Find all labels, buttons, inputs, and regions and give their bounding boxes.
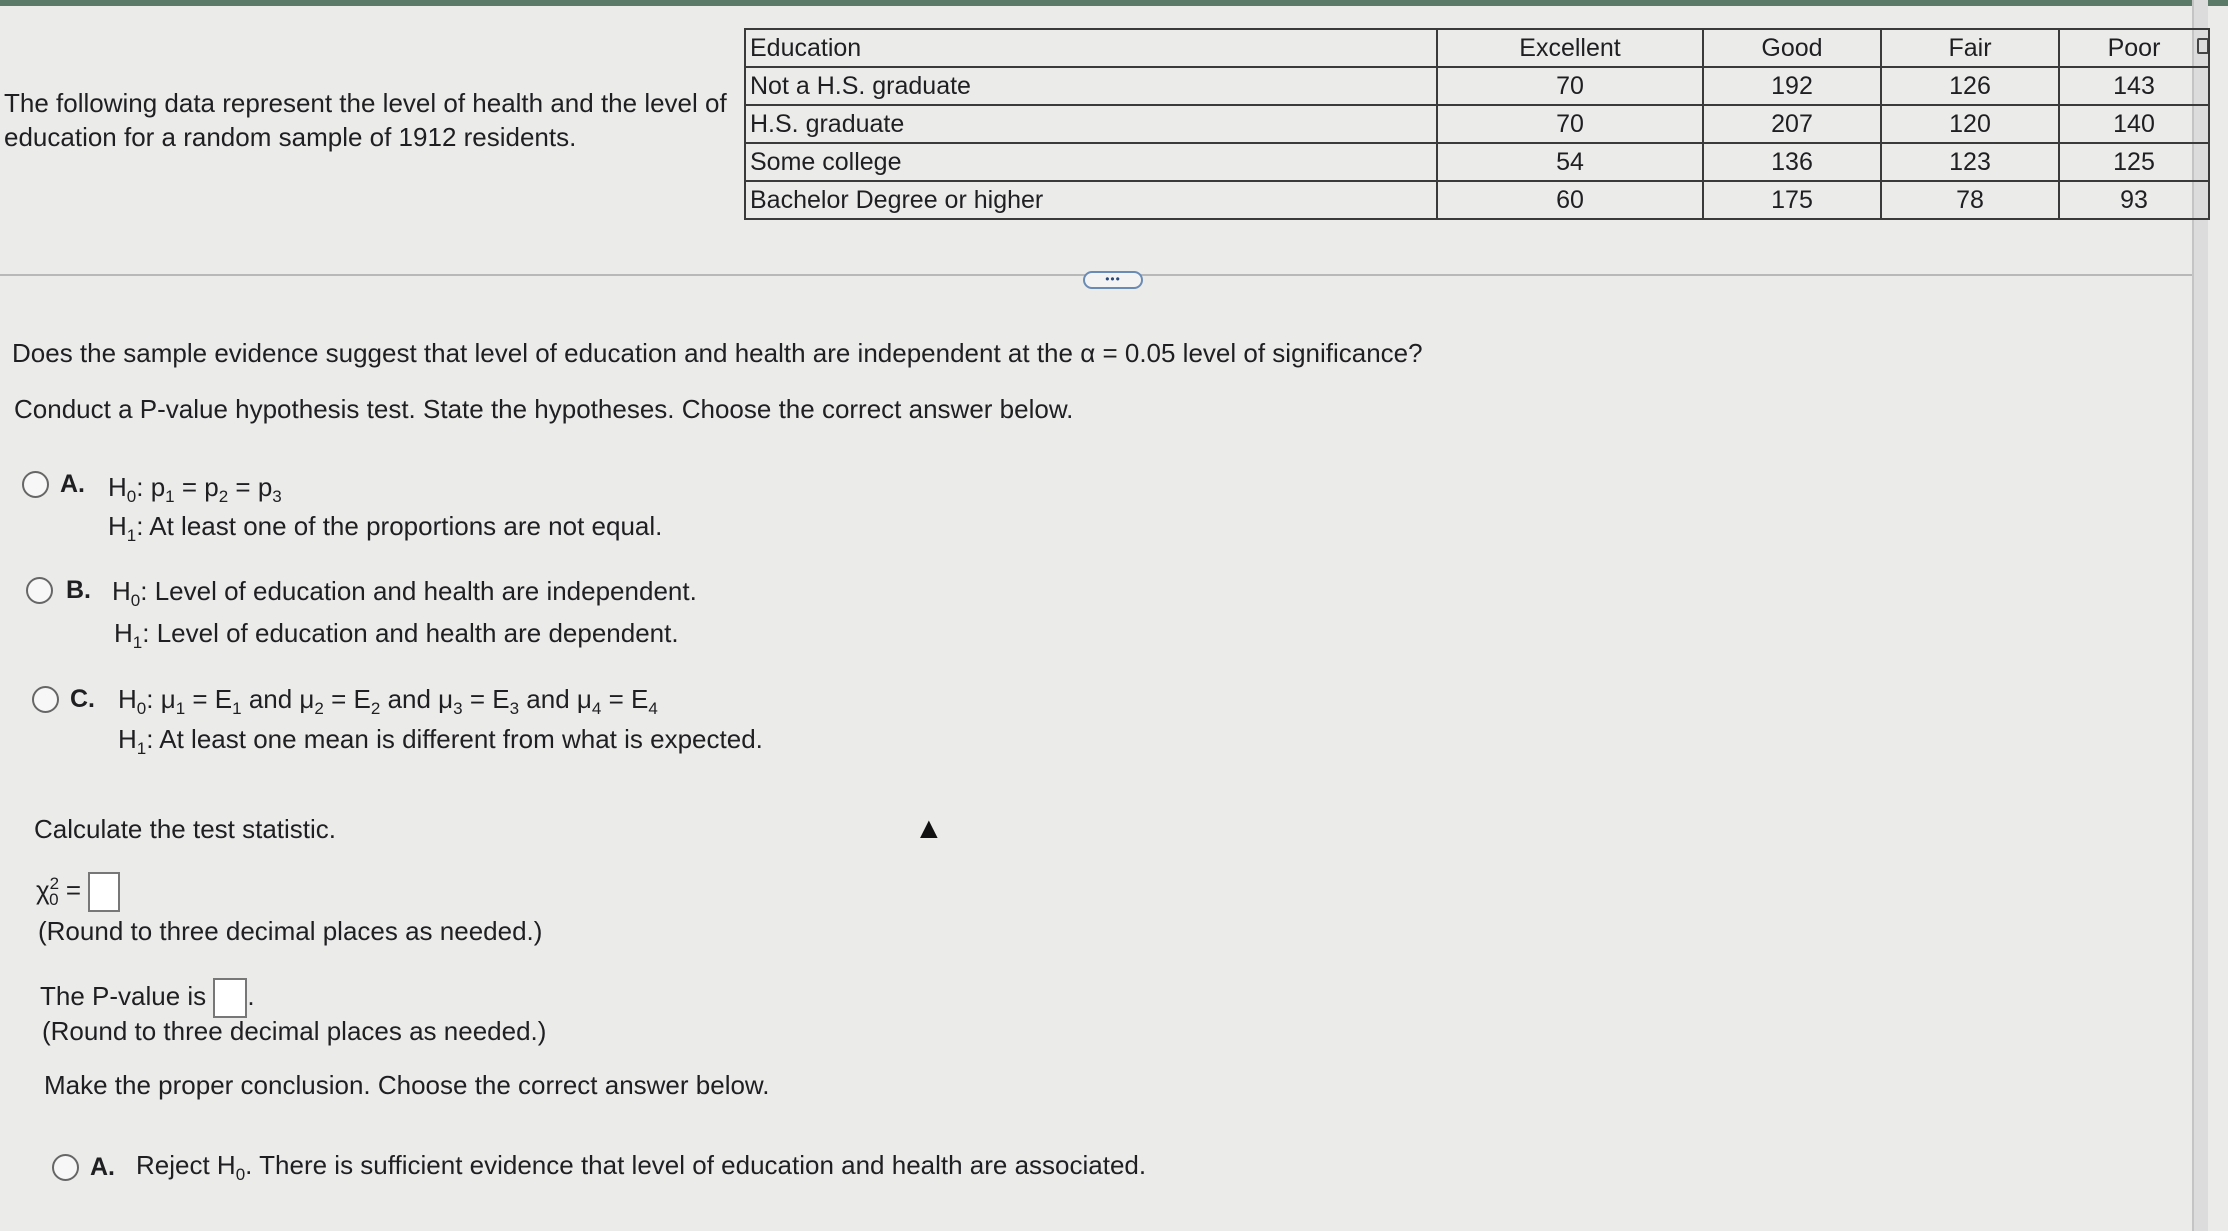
- intro-text: [4, 86, 744, 154]
- top-strip: [0, 0, 2228, 6]
- table-cell: 143: [2059, 67, 2209, 105]
- expand-button[interactable]: •••: [1083, 271, 1143, 289]
- table-cell: 93: [2059, 181, 2209, 219]
- table-cell: 192: [1703, 67, 1881, 105]
- table-header-row: [745, 29, 2209, 67]
- table-cell: 60: [1437, 181, 1703, 219]
- header-excellent: Excellent: [1437, 29, 1703, 67]
- table-cell: 120: [1881, 105, 2059, 143]
- row-label: Some college: [745, 143, 1437, 181]
- option-c-h0: $H_0$: $\mu_1 = E_1$ and $\mu_2 = E_2$ and $\mu_3 = E_3$ and $\mu_4 = E_4$: [118, 684, 658, 718]
- option-c-h1: $H_1$: At least one mean is different from what is expected.: [118, 724, 763, 758]
- conclusion-a-text: Reject $H_0$. There is sufficient evidence that level of education and health are associated.: [136, 1150, 1147, 1184]
- option-b-h0-text: Level of education and health are independent.: [154, 576, 697, 606]
- table-cell: 70: [1437, 105, 1703, 143]
- header-poor: Poor: [2059, 29, 2209, 67]
- option-a-h0: $H_0$: $p_1 = p_2 = p_3$: [108, 472, 282, 506]
- conclusion-a-letter: A.: [90, 1153, 115, 1181]
- data-table: [744, 28, 2210, 220]
- table-cell: 136: [1703, 143, 1881, 181]
- question-text: Does the sample evidence suggest that level of education and health are independent at the α = 0.05 level of significance?: [12, 338, 1423, 368]
- table-row: [745, 105, 2209, 143]
- table-cell: 207: [1703, 105, 1881, 143]
- header-good: Good: [1703, 29, 1881, 67]
- calc-label: Calculate the test statistic.: [34, 814, 337, 844]
- pvalue-label: The P-value is: [40, 980, 207, 1011]
- table-row: [745, 143, 2209, 181]
- pvalue-row: The P-value is .: [40, 978, 255, 1018]
- table-cell: 140: [2059, 105, 2209, 143]
- option-b-h1-text: Level of education and health are dependent.: [156, 618, 679, 648]
- table-cell: 54: [1437, 143, 1703, 181]
- table-row: [745, 181, 2209, 219]
- instruction-text: Conduct a P-value hypothesis test. State the hypotheses. Choose the correct answer below.: [14, 394, 1074, 424]
- table-cell: 126: [1881, 67, 2059, 105]
- table-cell: 125: [2059, 143, 2209, 181]
- table-cell: 175: [1703, 181, 1881, 219]
- option-b-h1: $H_1$: Level of education and health are dependent.: [114, 618, 679, 652]
- option-a-radio[interactable]: [22, 471, 49, 498]
- table-cell: 78: [1881, 181, 2059, 219]
- option-a-h1: $H_1$: At least one of the proportions are not equal.: [108, 511, 663, 545]
- row-label: Not a H.S. graduate: [745, 67, 1437, 105]
- conclusion-prompt: Make the proper conclusion. Choose the correct answer below.: [44, 1070, 770, 1100]
- mouse-cursor-icon: ▲: [914, 812, 944, 845]
- table-cell: 70: [1437, 67, 1703, 105]
- chi-square-row: $\chi^2_0$ =: [36, 872, 120, 912]
- option-a-letter: A.: [60, 470, 85, 498]
- table-cell: 123: [1881, 143, 2059, 181]
- option-b-h0: $H_0$: Level of education and health are independent.: [112, 576, 697, 610]
- header-education: Education: [745, 29, 1437, 67]
- round-note-1: (Round to three decimal places as needed.): [38, 916, 543, 946]
- chi-square-input[interactable]: [88, 872, 120, 912]
- option-c-letter: C.: [70, 685, 95, 713]
- conclusion-a-before: Reject H: [136, 1150, 236, 1180]
- conclusion-a-radio[interactable]: [52, 1154, 79, 1181]
- header-fair: Fair: [1881, 29, 2059, 67]
- pvalue-input[interactable]: [213, 978, 247, 1018]
- row-label: Bachelor Degree or higher: [745, 181, 1437, 219]
- intro-line-1: The following data represent the level of health and the level of: [4, 88, 727, 118]
- table-row: [745, 67, 2209, 105]
- option-c-radio[interactable]: [32, 686, 59, 713]
- option-b-radio[interactable]: [26, 577, 53, 604]
- intro-line-2: education for a random sample of 1912 residents.: [4, 122, 577, 152]
- conclusion-a-after: . There is sufficient evidence that level of education and health are associated.: [245, 1150, 1147, 1180]
- option-b-letter: B.: [66, 576, 91, 604]
- option-c-h1-text: At least one mean is different from what is expected.: [159, 724, 763, 754]
- round-note-2: (Round to three decimal places as needed.): [42, 1016, 547, 1046]
- option-a-h1-text: At least one of the proportions are not equal.: [149, 511, 663, 541]
- row-label: H.S. graduate: [745, 105, 1437, 143]
